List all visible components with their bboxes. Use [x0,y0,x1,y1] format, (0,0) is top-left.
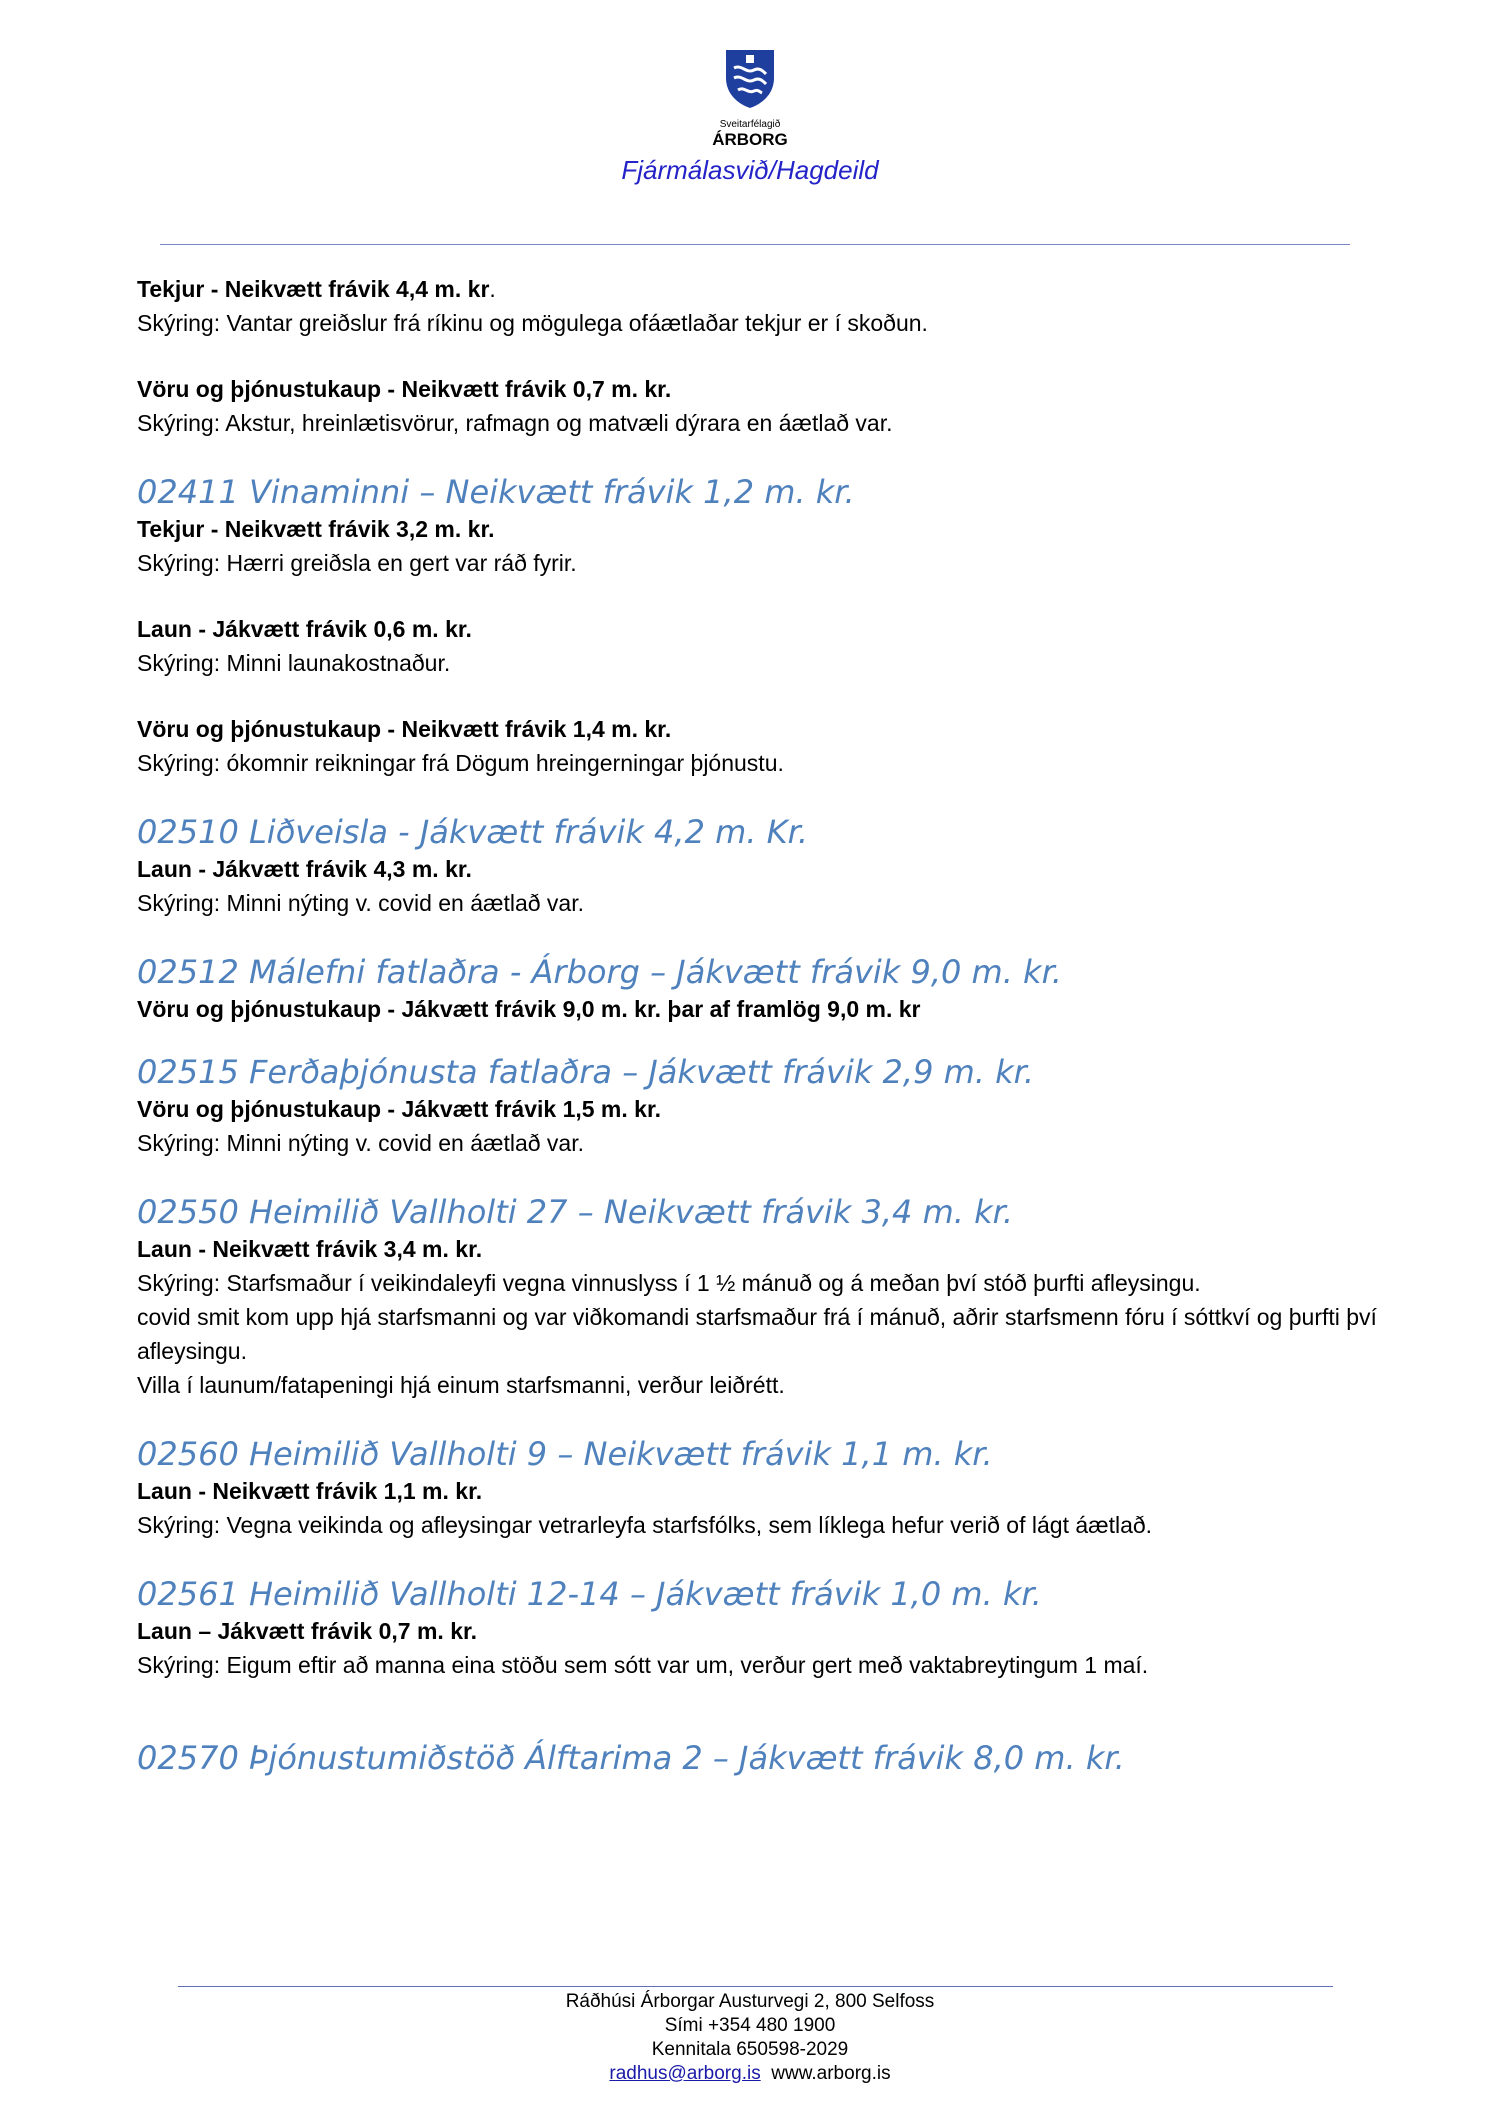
department-title: Fjármálasvið/Hagdeild [621,155,879,185]
section-heading: 02561 Heimilið Vallholti 12-14 – Jákvætt frávik 1,0 m. kr. [137,1575,1042,1613]
footer-contact-line [0,2062,1500,2086]
item-title: Vöru og þjónustukaup - Jákvætt frávik 1,5 m. kr. [137,1096,662,1122]
item-title: Vöru og þjónustukaup - Neikvætt frávik 1,4 m. kr. [137,716,672,742]
section-heading: 02411 Vinaminni – Neikvætt frávik 1,2 m. kr. [137,473,855,511]
item-text: Villa í launum/fatapeningi hjá einum starfsmanni, verður leiðrétt. [137,1372,785,1398]
item-title: Vöru og þjónustukaup - Neikvætt frávik 0,7 m. kr. [137,376,672,402]
footer-divider [178,1986,1333,1987]
item-text: Skýring: Vegna veikinda og afleysingar vetrarleyfa starfsfólks, sem líklega hefur verið of lágt áætlað. [137,1512,1153,1538]
footer-address: Ráðhúsi Árborgar Austurvegi 2, 800 Selfoss [565,1991,935,2012]
item-text: Skýring: Eigum eftir að manna eina stöðu sem sótt var um, verður gert með vaktabreytingum 1 maí. [137,1652,1149,1678]
item-title: Laun - Neikvætt frávik 3,4 m. kr. [137,1236,483,1262]
footer-phone: Sími +354 480 1900 [664,2015,836,2036]
list-item [137,272,1387,340]
section-02512 [137,952,1387,1026]
page-header [0,48,1500,185]
item-text: covid smit kom upp hjá starfsmanni og var viðkomandi starfsmaður frá í mánuð, aðrir starfsmenn fóru í sóttkví og þurfti því afleysingu. [137,1304,1377,1364]
document-body [137,272,1387,1810]
section-02570 [137,1738,1387,1778]
footer-email-link[interactable]: radhus@arborg.is [609,2063,761,2084]
item-text: Skýring: Minni launakostnaður. [137,650,451,676]
item-title: Laun - Jákvætt frávik 0,6 m. kr. [137,616,472,642]
section-02411 [137,472,1387,780]
item-title: Tekjur - Neikvætt frávik 4,4 m. kr [137,276,490,302]
item-text: Skýring: Minni nýting v. covid en áætlað var. [137,890,585,916]
section-heading: 02570 Þjónustumiðstöð Álftarima 2 – Jákvætt frávik 8,0 m. kr. [137,1739,1125,1777]
section-heading: 02515 Ferðaþjónusta fatlaðra – Jákvætt frávik 2,9 m. kr. [137,1053,1035,1091]
section-02510 [137,812,1387,920]
intro-section [137,272,1387,440]
item-title: Vöru og þjónustukaup - Jákvætt frávik 9,0 m. kr. þar af framlög 9,0 m. kr [137,996,921,1022]
footer-website: www.arborg.is [771,2063,891,2084]
item-text: Skýring: Starfsmaður í veikindaleyfi vegna vinnuslyss í 1 ½ mánuð og á meðan því stóð þurfti afleysingu. [137,1270,1201,1296]
section-02550 [137,1192,1387,1402]
section-02515 [137,1052,1387,1160]
item-text: Skýring: Minni nýting v. covid en áætlað var. [137,1130,585,1156]
list-item [137,372,1387,440]
item-text: Skýring: Hærri greiðsla en gert var ráð fyrir. [137,550,577,576]
item-title: Laun – Jákvætt frávik 0,7 m. kr. [137,1618,478,1644]
page-footer [0,1990,1500,2086]
item-title: Laun - Jákvætt frávik 4,3 m. kr. [137,856,472,882]
list-item [137,712,1387,780]
arborg-crest-icon [724,48,776,110]
section-heading: 02510 Liðveisla - Jákvætt frávik 4,2 m. Kr. [137,813,808,851]
item-text: Skýring: ókomnir reikningar frá Dögum hreingerningar þjónustu. [137,750,784,776]
section-02561 [137,1574,1387,1682]
footer-id-number: Kennitala 650598-2029 [651,2039,849,2060]
logo-org-name: ÁRBORG [712,130,788,149]
item-text: Skýring: Vantar greiðslur frá ríkinu og mögulega ofáætlaðar tekjur er í skoðun. [137,310,928,336]
section-heading: 02550 Heimilið Vallholti 27 – Neikvætt frávik 3,4 m. kr. [137,1193,1014,1231]
item-title: Laun - Neikvætt frávik 1,1 m. kr. [137,1478,483,1504]
section-02560 [137,1434,1387,1542]
section-heading: 02560 Heimilið Vallholti 9 – Neikvætt frávik 1,1 m. kr. [137,1435,993,1473]
list-item [137,512,1387,580]
logo-org-small: Sveitarfélagið [719,119,781,130]
section-heading: 02512 Málefni fatlaðra - Árborg – Jákvætt frávik 9,0 m. kr. [137,953,1062,991]
item-title-end: . [489,276,496,302]
header-divider [160,244,1350,245]
item-text: Skýring: Akstur, hreinlætisvörur, rafmagn og matvæli dýrara en áætlað var. [137,410,893,436]
item-title-line [137,272,1387,306]
list-item [137,612,1387,680]
item-title: Tekjur - Neikvætt frávik 3,2 m. kr. [137,516,495,542]
